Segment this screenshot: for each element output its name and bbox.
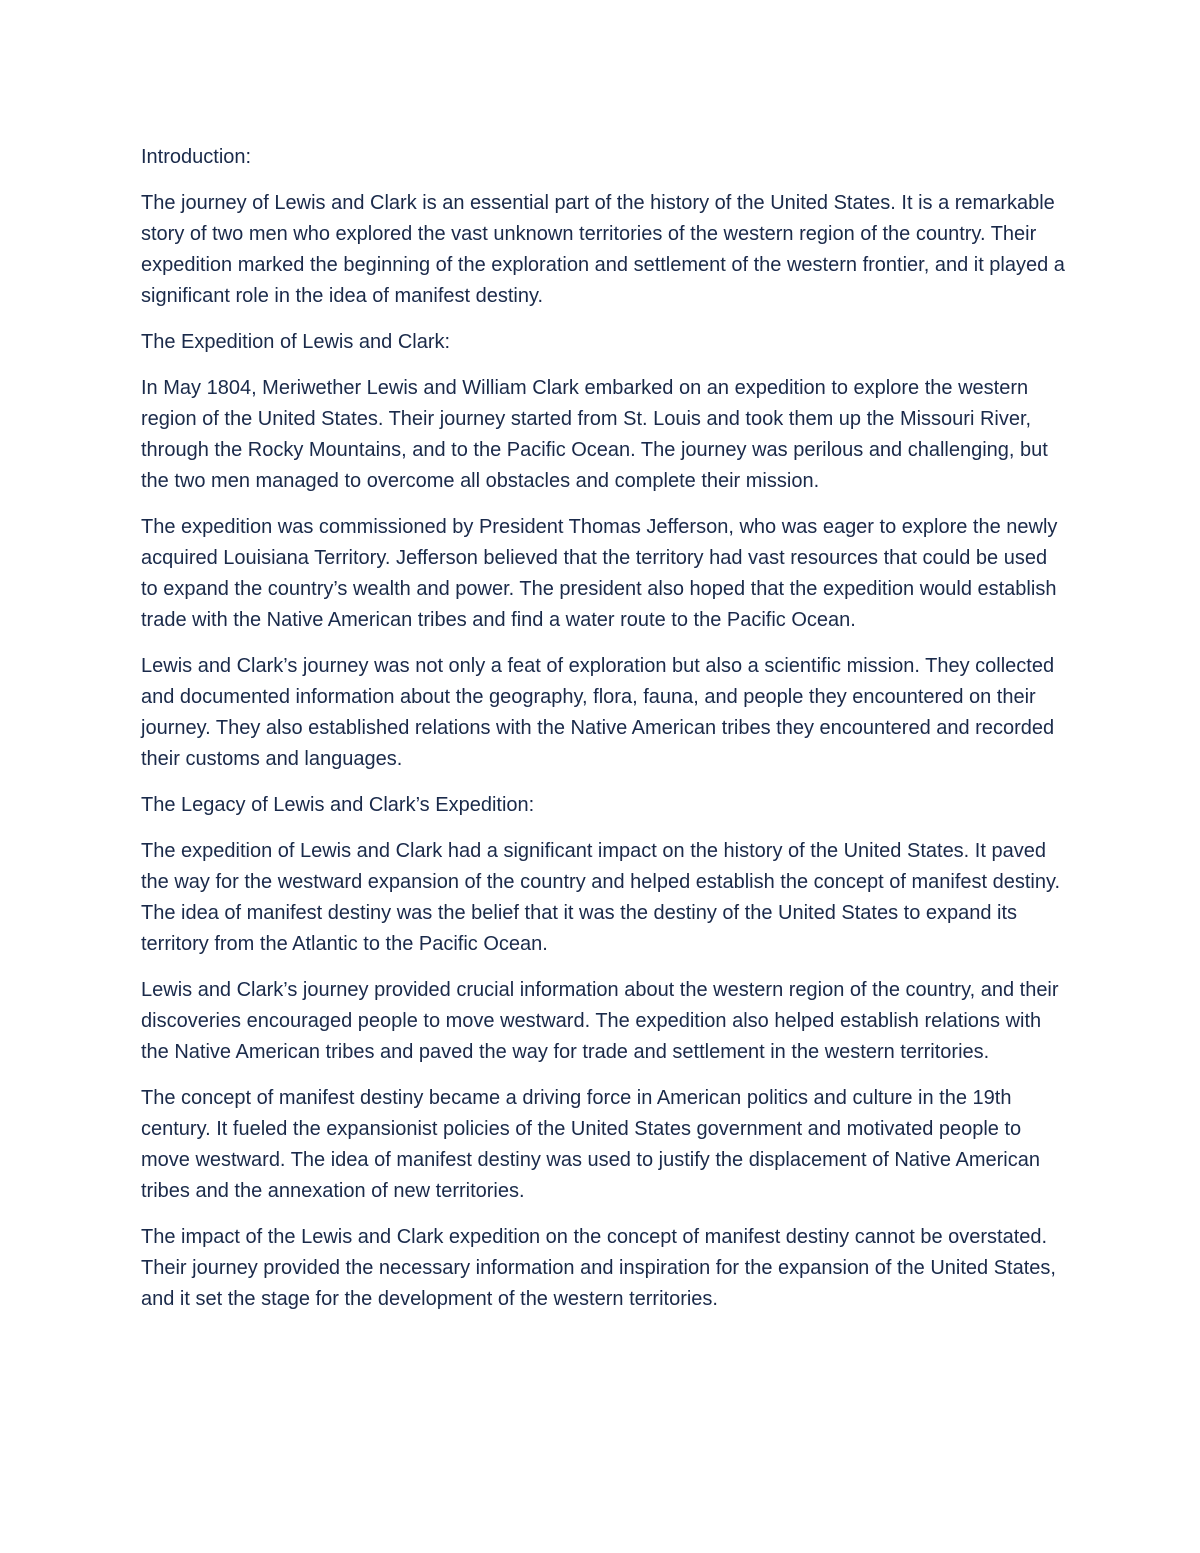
paragraph-expedition-science: Lewis and Clark’s journey was not only a feat of exploration but also a scientific mission. They collected and documented information about the geography, flora, fauna, and people they encountered on their journey. They also established relations with the Native American tribes they encountered and recorded their customs and languages. — [141, 655, 1055, 770]
document-page — [141, 142, 1066, 1330]
paragraph-expedition-journey: In May 1804, Meriwether Lewis and William Clark embarked on an expedition to explore the western region of the United States. Their journey started from St. Louis and took them up the Missouri River, through the Rocky Mountains, and to the Pacific Ocean. The journey was perilous and challenging, but the two men managed to overcome all obstacles and complete their mission. — [141, 377, 1048, 492]
paragraph-legacy-manifest-destiny: The concept of manifest destiny became a driving force in American politics and culture in the 19th century. It fueled the expansionist policies of the United States government and motivated people to move westward. The idea of manifest destiny was used to justify the displacement of Native American tribes and the annexation of new territories. — [141, 1087, 1040, 1202]
paragraph-expedition-commission: The expedition was commissioned by President Thomas Jefferson, who was eager to explore the newly acquired Louisiana Territory. Jefferson believed that the territory had vast resources that could be used to expand the country’s wealth and power. The president also hoped that the expedition would establish trade with the Native American tribes and find a water route to the Pacific Ocean. — [141, 516, 1058, 631]
heading-introduction: Introduction: — [141, 146, 252, 168]
heading-legacy: The Legacy of Lewis and Clark’s Expedition: — [141, 794, 535, 816]
heading-expedition: The Expedition of Lewis and Clark: — [141, 331, 451, 353]
paragraph-introduction: The journey of Lewis and Clark is an essential part of the history of the United States. It is a remarkable story of two men who explored the vast unknown territories of the western region of the country. Their expedition marked the beginning of the exploration and settlement of the western frontier, and it played a significant role in the idea of manifest destiny. — [141, 192, 1065, 307]
paragraph-legacy-impact: The expedition of Lewis and Clark had a significant impact on the history of the United States. It paved the way for the westward expansion of the country and helped establish the concept of manifest destiny. The idea of manifest destiny was the belief that it was the destiny of the United States to expand its territory from the Atlantic to the Pacific Ocean. — [141, 840, 1061, 955]
paragraph-legacy-information: Lewis and Clark’s journey provided crucial information about the western region of the country, and their discoveries encouraged people to move westward. The expedition also helped establish relations with the Native American tribes and paved the way for trade and settlement in the western territories. — [141, 979, 1059, 1063]
paragraph-legacy-conclusion: The impact of the Lewis and Clark expedition on the concept of manifest destiny cannot be overstated. Their journey provided the necessary information and inspiration for the expansion of the United States, and it set the stage for the development of the western territories. — [141, 1226, 1056, 1310]
